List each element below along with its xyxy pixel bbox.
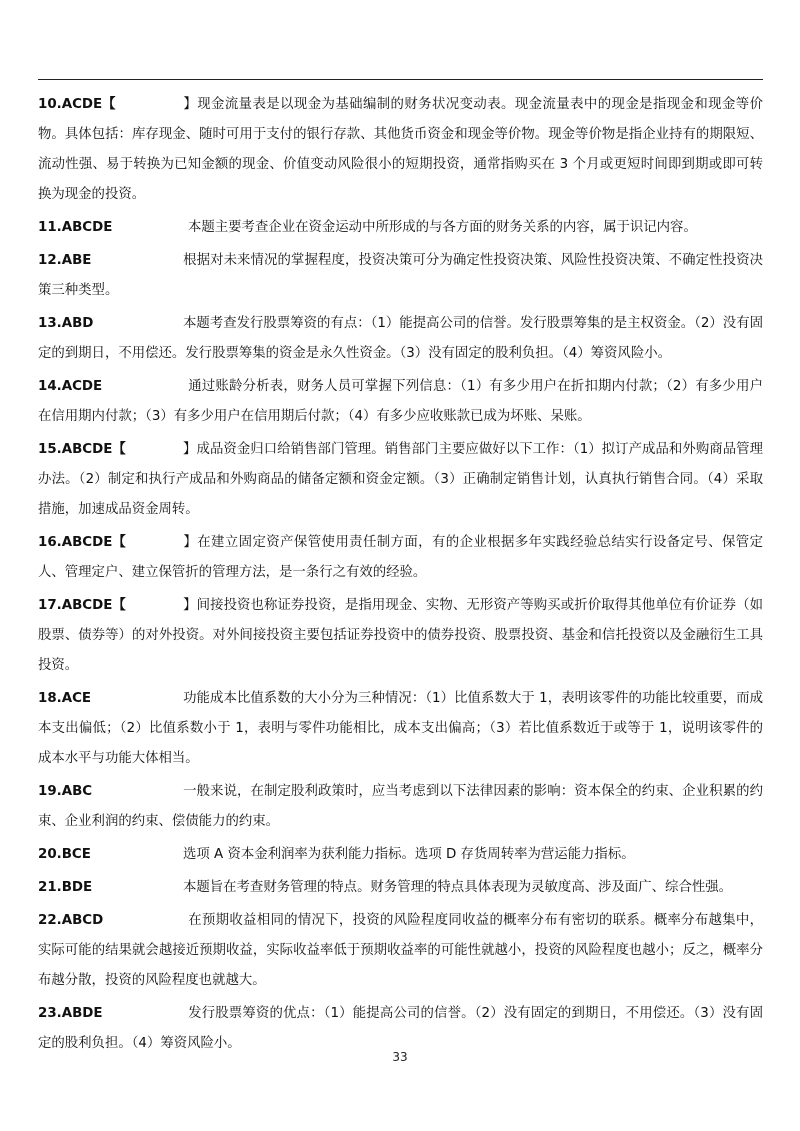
answer-entry [38, 777, 763, 837]
answer-explanation: 功能成本比值系数的大小分为三种情况：（1）比值系数大于 1，表明该零件的功能比较重要，而成本支出偏低；（2）比值系数小于 1，表明与零件功能相比，成本支出偏高；（3）若比值系数近于或等于 1，说明该零件的成本水平与功能大体相当。 [38, 691, 763, 766]
answer-number: 12.ABE [38, 253, 92, 268]
answer-number: 18.ACE [38, 691, 92, 706]
answer-explanation: 一般来说，在制定股利政策时，应当考虑到以下法律因素的影响：资本保全的约束、企业积累的约束、企业利润的约束、偿债能力的约束。 [38, 784, 763, 829]
answer-list [38, 90, 763, 1059]
answer-number: 22.ABCD [38, 913, 104, 928]
answer-number: 16.ABCDE【 [38, 535, 126, 550]
answer-explanation: 本题旨在考查财务管理的特点。财务管理的特点具体表现为灵敏度高、涉及面广、综合性强。 [183, 880, 733, 895]
answer-explanation: 根据对未来情况的掌握程度，投资决策可分为确定性投资决策、风险性投资决策、不确定性投资决策三种类型。 [38, 253, 763, 298]
answer-number: 21.BDE [38, 880, 93, 895]
answer-entry [38, 309, 763, 369]
answer-number: 17.ABCDE【 [38, 598, 126, 613]
answer-entry [38, 372, 763, 432]
answer-number: 15.ABCDE【 [38, 442, 126, 457]
answer-explanation: 】间接投资也称证券投资，是指用现金、实物、无形资产等购买或折价取得其他单位有价证券（如股票、债券等）的对外投资。对外间接投资主要包括证券投资中的债券投资、股票投资、基金和信托投资以及金融衍生工具投资。 [38, 598, 763, 673]
answer-number: 11.ABCDE [38, 220, 113, 235]
answer-explanation: 】在建立固定资产保管使用责任制方面，有的企业根据多年实践经验总结实行设备定号、保管定人、管理定户、建立保管折的管理方法，是一条行之有效的经验。 [38, 535, 763, 580]
answer-entry [38, 213, 763, 243]
answer-explanation: 在预期收益相同的情况下，投资的风险程度同收益的概率分布有密切的联系。概率分布越集中，实际可能的结果就会越接近预期收益，实际收益率低于预期收益率的可能性就越小，投资的风险程度也越小；反之，概率分布越分散，投资的风险程度也就越大。 [38, 913, 763, 988]
answer-number: 13.ABD [38, 316, 94, 331]
answer-entry [38, 90, 763, 210]
answer-entry [38, 684, 763, 774]
answer-explanation: 发行股票筹资的优点：（1）能提高公司的信誉。（2）没有固定的到期日，不用偿还。（3）没有固定的股利负担。（4）筹资风险小。 [38, 1006, 763, 1051]
answer-number: 10.ACDE【 [38, 97, 116, 112]
answer-entry [38, 591, 763, 681]
answer-explanation: 本题主要考查企业在资金运动中所形成的与各方面的财务关系的内容，属于识记内容。 [188, 220, 697, 235]
answer-number: 19.ABC [38, 784, 93, 799]
answer-explanation: 通过账龄分析表，财务人员可掌握下列信息：（1）有多少用户在折扣期内付款；（2）有多少用户在信用期内付款；（3）有多少用户在信用期后付款；（4）有多少应收账款已成为坏账、呆账。 [38, 379, 763, 424]
answer-explanation: 本题考查发行股票筹资的有点：（1）能提高公司的信誉。发行股票筹集的是主权资金。（2）没有固定的到期日，不用偿还。发行股票筹集的资金是永久性资金。（3）没有固定的股利负担。（4）筹资风险小。 [38, 316, 763, 361]
answer-entry [38, 528, 763, 588]
page-number: 33 [392, 1050, 408, 1064]
answer-entry [38, 906, 763, 996]
answer-entry [38, 246, 763, 306]
answer-number: 20.BCE [38, 847, 91, 862]
answer-entry [38, 873, 763, 903]
answer-entry [38, 840, 763, 870]
answer-entry [38, 435, 763, 525]
answer-explanation: 】成品资金归口给销售部门管理。销售部门主要应做好以下工作：（1）拟订产成品和外购商品管理办法。（2）制定和执行产成品和外购商品的储备定额和资金定额。（3）正确制定销售计划，认真执行销售合同。（4）采取措施，加速成品资金周转。 [38, 442, 763, 517]
answer-number: 23.ABDE [38, 1006, 103, 1021]
header-rule [38, 79, 763, 80]
answer-explanation: 】现金流量表是以现金为基础编制的财务状况变动表。现金流量表中的现金是指现金和现金等价物。具体包括：库存现金、随时可用于支付的银行存款、其他货币资金和现金等价物。现金等价物是指企业持有的期限短、流动性强、易于转换为已知金额的现金、价值变动风险很小的短期投资，通常指购买在 3 个月或更短时间即到期或即可转换为现金的投资。 [38, 97, 763, 202]
answer-explanation: 选项 A 资本金利润率为获利能力指标。选项 D 存货周转率为营运能力指标。 [183, 847, 635, 862]
answer-number: 14.ACDE [38, 379, 103, 394]
